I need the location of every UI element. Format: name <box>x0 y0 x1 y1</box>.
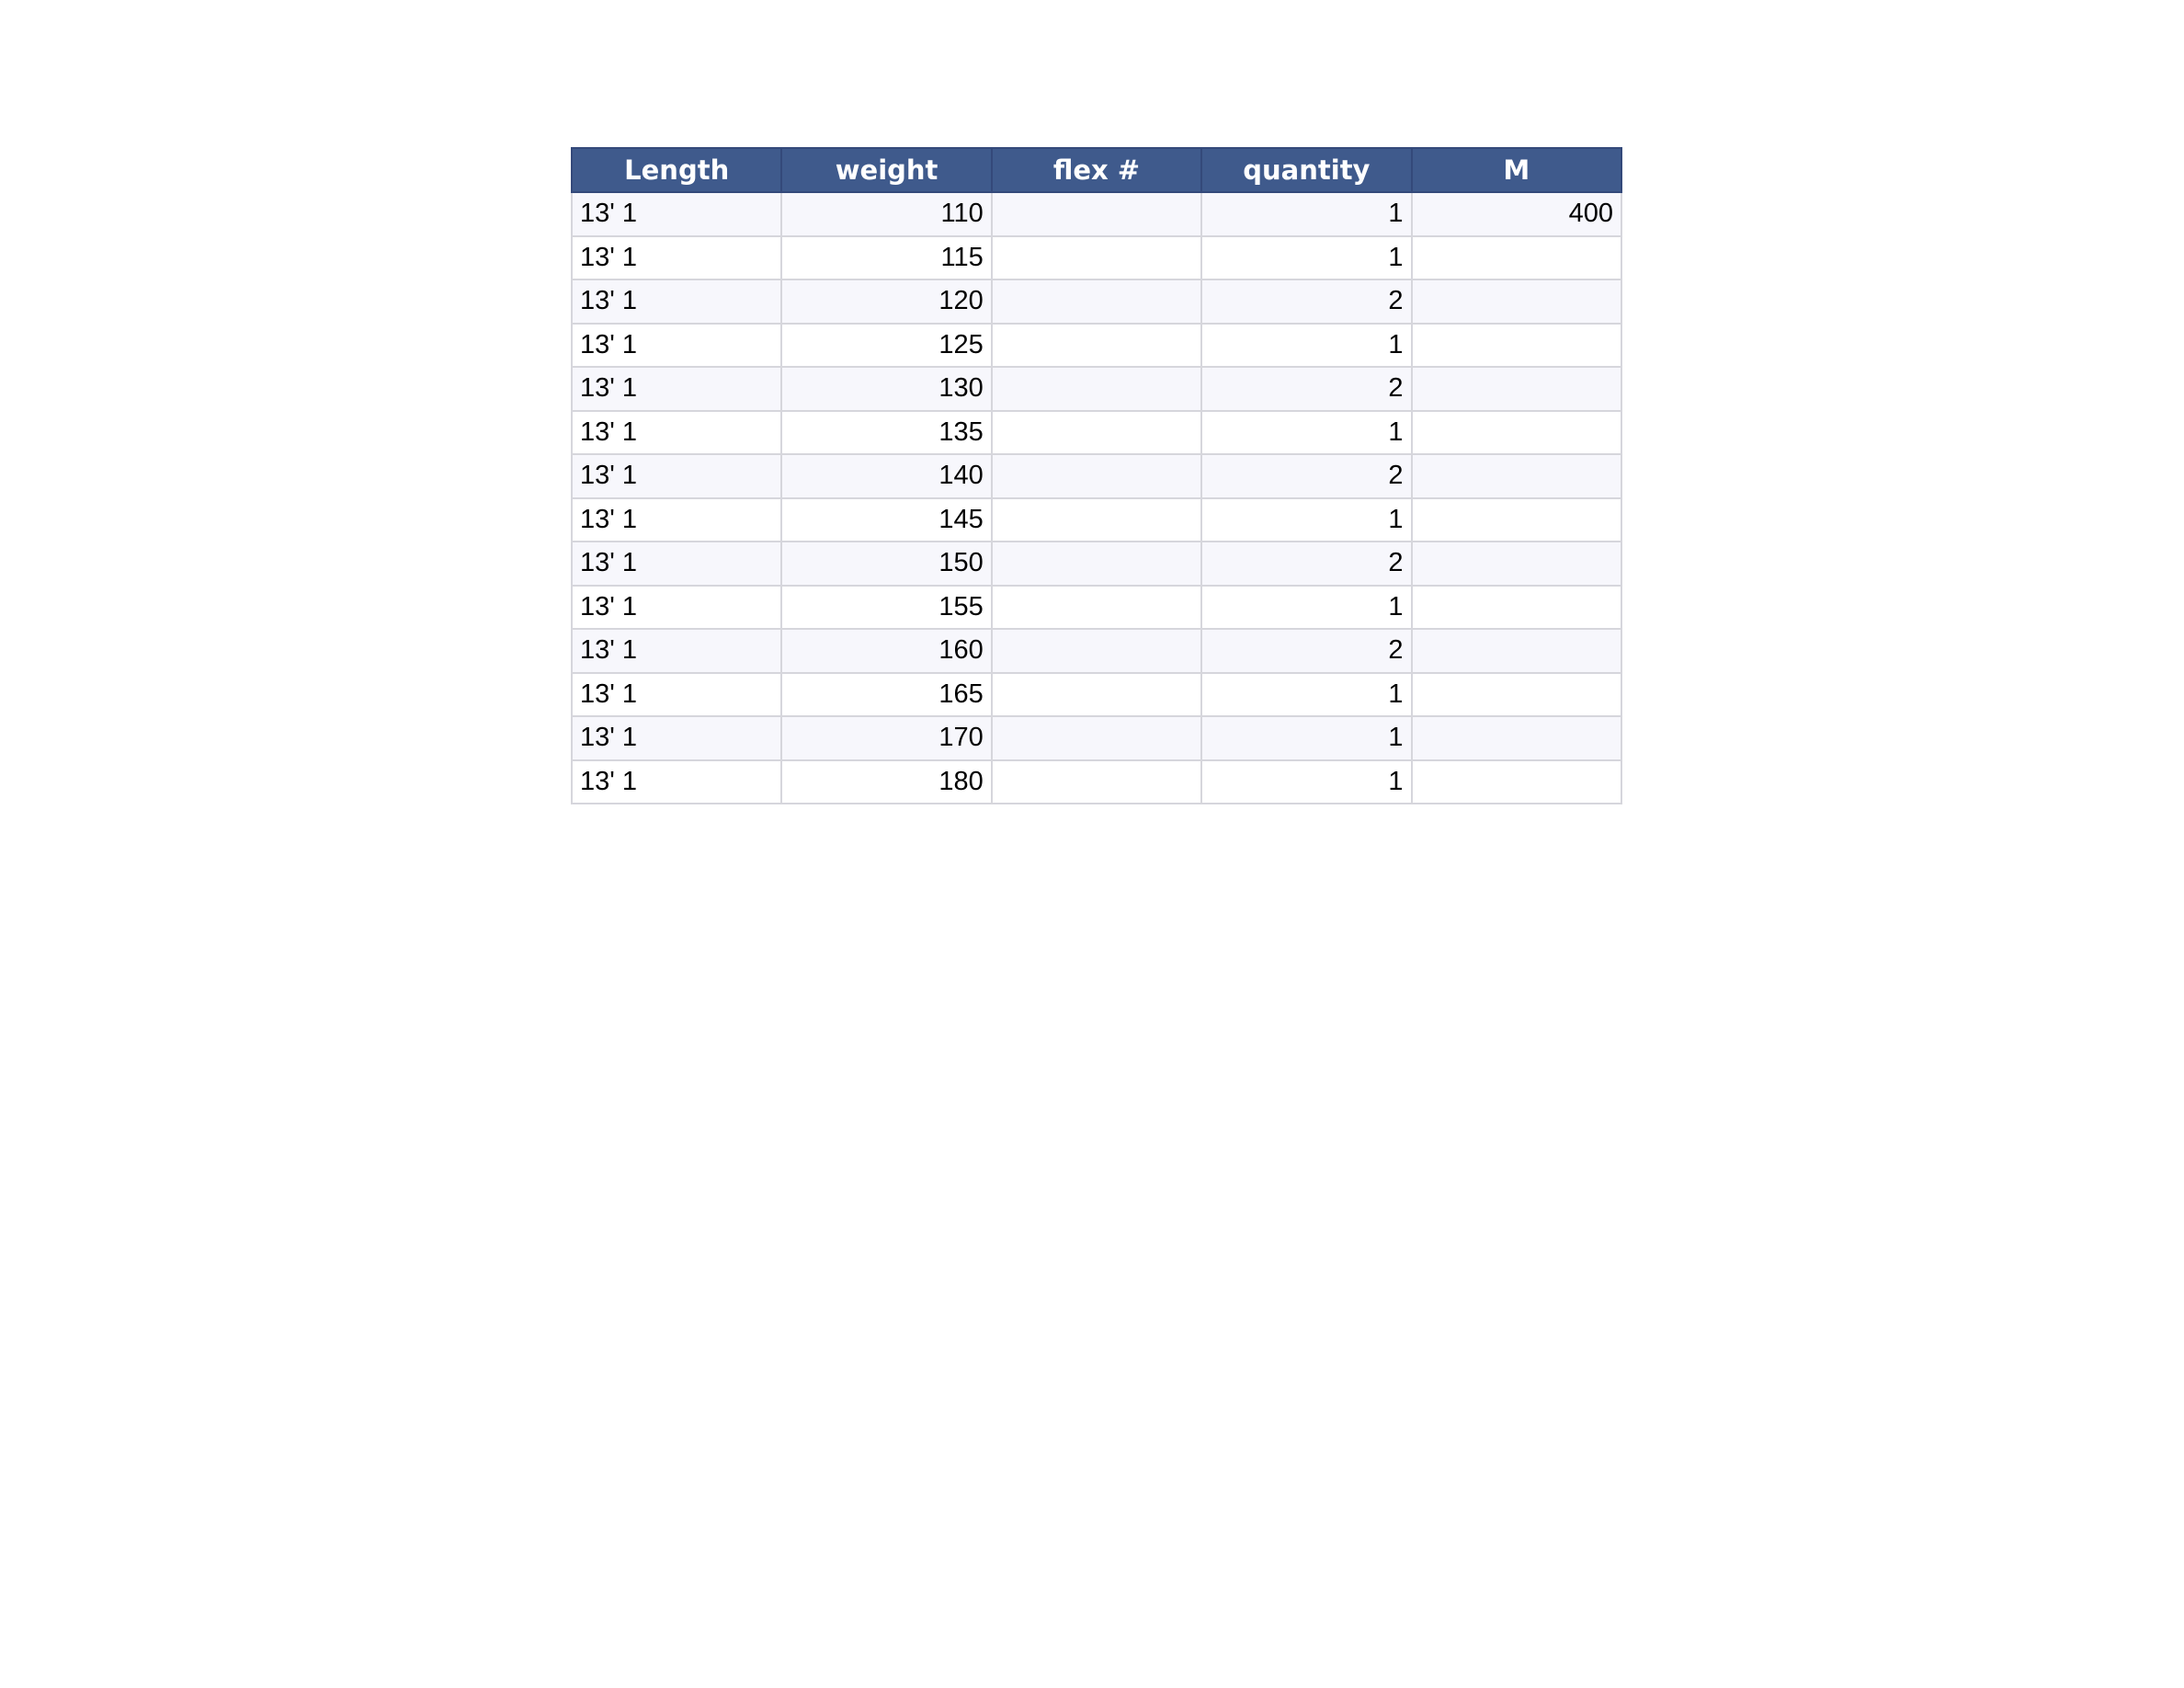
cell-weight[interactable]: 130 <box>781 367 991 411</box>
cell-flex[interactable] <box>992 498 1201 542</box>
cell-weight[interactable]: 165 <box>781 673 991 717</box>
cell-flex[interactable] <box>992 629 1201 673</box>
cell-m[interactable] <box>1412 586 1621 630</box>
cell-m[interactable] <box>1412 279 1621 324</box>
cell-quantity[interactable]: 1 <box>1201 324 1411 368</box>
cell-weight[interactable]: 140 <box>781 454 991 498</box>
table-row <box>572 411 1621 455</box>
cell-length[interactable]: 13' 1 <box>572 192 781 236</box>
cell-m[interactable] <box>1412 716 1621 760</box>
header-flex[interactable]: flex # <box>992 148 1201 192</box>
cell-m[interactable] <box>1412 760 1621 804</box>
cell-flex[interactable] <box>992 454 1201 498</box>
table-row <box>572 586 1621 630</box>
cell-length[interactable]: 13' 1 <box>572 673 781 717</box>
cell-weight[interactable]: 160 <box>781 629 991 673</box>
cell-length[interactable]: 13' 1 <box>572 279 781 324</box>
table-body <box>572 192 1621 804</box>
cell-quantity[interactable]: 1 <box>1201 236 1411 280</box>
cell-flex[interactable] <box>992 760 1201 804</box>
cell-m[interactable] <box>1412 324 1621 368</box>
cell-flex[interactable] <box>992 716 1201 760</box>
table-row <box>572 760 1621 804</box>
cell-m[interactable] <box>1412 411 1621 455</box>
cell-length[interactable]: 13' 1 <box>572 760 781 804</box>
table-row <box>572 629 1621 673</box>
cell-weight[interactable]: 170 <box>781 716 991 760</box>
table-row <box>572 716 1621 760</box>
cell-quantity[interactable]: 2 <box>1201 367 1411 411</box>
cell-m[interactable]: 400 <box>1412 192 1621 236</box>
cell-weight[interactable]: 115 <box>781 236 991 280</box>
header-quantity[interactable]: quantity <box>1201 148 1411 192</box>
header-row <box>572 148 1621 192</box>
cell-quantity[interactable]: 2 <box>1201 454 1411 498</box>
cell-quantity[interactable]: 2 <box>1201 542 1411 586</box>
header-length[interactable]: Length <box>572 148 781 192</box>
spreadsheet-sheet <box>571 147 1622 804</box>
table-header <box>572 148 1621 192</box>
cell-flex[interactable] <box>992 542 1201 586</box>
cell-quantity[interactable]: 1 <box>1201 673 1411 717</box>
table-row <box>572 454 1621 498</box>
cell-weight[interactable]: 155 <box>781 586 991 630</box>
cell-flex[interactable] <box>992 236 1201 280</box>
cell-m[interactable] <box>1412 498 1621 542</box>
cell-quantity[interactable]: 2 <box>1201 629 1411 673</box>
cell-length[interactable]: 13' 1 <box>572 411 781 455</box>
cell-flex[interactable] <box>992 411 1201 455</box>
cell-flex[interactable] <box>992 586 1201 630</box>
cell-length[interactable]: 13' 1 <box>572 586 781 630</box>
data-table <box>571 147 1622 804</box>
cell-flex[interactable] <box>992 279 1201 324</box>
table-row <box>572 279 1621 324</box>
cell-weight[interactable]: 145 <box>781 498 991 542</box>
cell-m[interactable] <box>1412 629 1621 673</box>
cell-length[interactable]: 13' 1 <box>572 236 781 280</box>
cell-weight[interactable]: 125 <box>781 324 991 368</box>
table-row <box>572 673 1621 717</box>
table-row <box>572 236 1621 280</box>
cell-quantity[interactable]: 2 <box>1201 279 1411 324</box>
cell-m[interactable] <box>1412 454 1621 498</box>
cell-quantity[interactable]: 1 <box>1201 498 1411 542</box>
cell-length[interactable]: 13' 1 <box>572 542 781 586</box>
cell-length[interactable]: 13' 1 <box>572 629 781 673</box>
cell-length[interactable]: 13' 1 <box>572 716 781 760</box>
cell-quantity[interactable]: 1 <box>1201 586 1411 630</box>
table-row <box>572 367 1621 411</box>
cell-weight[interactable]: 180 <box>781 760 991 804</box>
table-row <box>572 192 1621 236</box>
cell-length[interactable]: 13' 1 <box>572 498 781 542</box>
table-row <box>572 324 1621 368</box>
cell-m[interactable] <box>1412 673 1621 717</box>
cell-flex[interactable] <box>992 673 1201 717</box>
cell-m[interactable] <box>1412 542 1621 586</box>
cell-quantity[interactable]: 1 <box>1201 760 1411 804</box>
cell-quantity[interactable]: 1 <box>1201 192 1411 236</box>
table-row <box>572 542 1621 586</box>
cell-length[interactable]: 13' 1 <box>572 324 781 368</box>
header-weight[interactable]: weight <box>781 148 991 192</box>
header-m[interactable]: M <box>1412 148 1621 192</box>
cell-length[interactable]: 13' 1 <box>572 454 781 498</box>
cell-m[interactable] <box>1412 367 1621 411</box>
cell-weight[interactable]: 110 <box>781 192 991 236</box>
table-row <box>572 498 1621 542</box>
cell-weight[interactable]: 120 <box>781 279 991 324</box>
cell-flex[interactable] <box>992 367 1201 411</box>
cell-quantity[interactable]: 1 <box>1201 716 1411 760</box>
cell-length[interactable]: 13' 1 <box>572 367 781 411</box>
cell-m[interactable] <box>1412 236 1621 280</box>
cell-flex[interactable] <box>992 192 1201 236</box>
cell-quantity[interactable]: 1 <box>1201 411 1411 455</box>
cell-flex[interactable] <box>992 324 1201 368</box>
cell-weight[interactable]: 150 <box>781 542 991 586</box>
cell-weight[interactable]: 135 <box>781 411 991 455</box>
